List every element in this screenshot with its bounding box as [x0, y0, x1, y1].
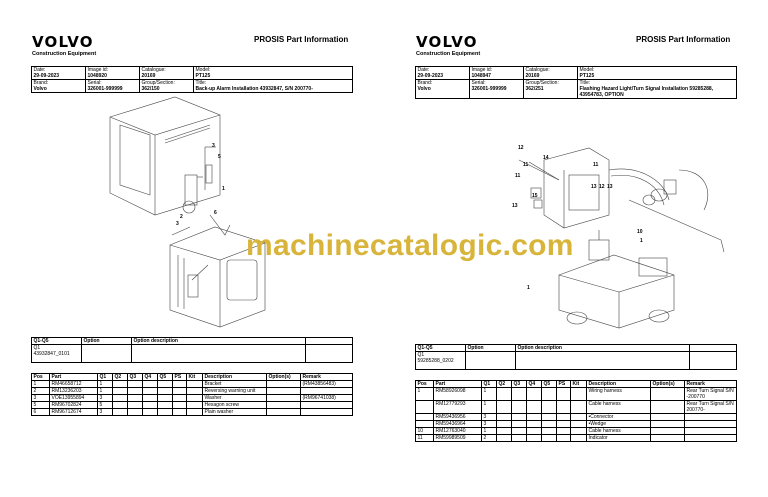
option-table: Q1-Q5 Option Option description Q1 43932847_0101 — [31, 337, 353, 363]
table-row: 1 RM58926098 1 Wiring harness Rear Turn Signal S/N -200770 — [416, 388, 737, 401]
subbrand: Construction Equipment — [416, 51, 481, 57]
callout-label: 3 — [176, 221, 179, 227]
table-row: 3 VOE13955894 3 Washer (RM96741038) — [32, 395, 353, 402]
table-row: 11 RM59989509 2 Indicator — [416, 435, 737, 442]
volvo-logo: VOLVO — [32, 33, 94, 51]
header-table: Date: 29-09-2023 Image id: 1048920 Catalogue: 20169 Model: PT125 Brand: Volvo Serial: 326001-999999 Group/Section: 362/150 Title: Back-up Alarm Installation 43932847, S/N 200770- — [31, 66, 353, 93]
callout-label: 13 — [512, 203, 518, 209]
callout-label: 11 — [523, 162, 529, 168]
parts-table: Pos Part Q1 Q2 Q3 Q4 Q5 PS Kit Description Option(s) Remark 1 RM46658712 1 Bracket (RM43856483) 2 RM13236203 1 Reversing warning unit 3 VOE13955894 3 Washer (RM96741038) 5 RM96702824 5 Hexagon screw 6 RM96712674 3 Plain washer — [31, 373, 353, 416]
table-row: RM59436956 3 •Connector — [416, 414, 737, 421]
parts-drawing — [100, 95, 280, 330]
watermark: machinecatalogic.com — [246, 229, 574, 262]
callout-label: 3 — [212, 143, 215, 149]
callout-label: 13 — [591, 184, 597, 190]
table-row: RM59436964 3 •Wedge — [416, 421, 737, 428]
table-row: 10 RM12763040 1 Cable harness — [416, 428, 737, 435]
volvo-logo: VOLVO — [416, 33, 478, 51]
callout-label: 11 — [515, 173, 521, 179]
callout-label: 6 — [214, 210, 217, 216]
callout-label: 14 — [543, 155, 549, 161]
callout-label: 13 — [607, 184, 613, 190]
parts-table: Pos Part Q1 Q2 Q3 Q4 Q5 PS Kit Description Option(s) Remark 1 RM58926098 1 Wiring harness Rear Turn Signal S/N -200770 RM12779293 1 Cable harness Rear Turn Signal S/N 200770- RM59436956 3 •Connector RM59436964 3 •Wedge 10 RM12763040 1 Cable harness 11 RM59989509 2 Indicator — [415, 380, 737, 442]
page-title: PROSIS Part Information — [254, 35, 349, 44]
callout-label: 12 — [599, 184, 605, 190]
callout-label: 5 — [218, 154, 221, 160]
page-title: PROSIS Part Information — [636, 35, 731, 44]
callout-label: 10 — [637, 229, 643, 235]
callout-label: 1 — [640, 238, 643, 244]
callout-label: 1 — [222, 186, 225, 192]
table-row: 6 RM96712674 3 Plain washer — [32, 409, 353, 416]
option-table: Q1-Q5 Option Option description Q1 59285288_0202 — [415, 344, 737, 370]
table-row: 2 RM13236203 1 Reversing warning unit — [32, 388, 353, 395]
table-row: 1 RM46658712 1 Bracket (RM43856483) — [32, 381, 353, 388]
callout-label: 15 — [532, 193, 538, 199]
callout-label: 2 — [180, 214, 183, 220]
subbrand: Construction Equipment — [32, 51, 97, 57]
callout-label: 12 — [518, 145, 524, 151]
callout-label: 1 — [527, 285, 530, 291]
table-row: RM12779293 1 Cable harness Rear Turn Signal S/N 200770- — [416, 401, 737, 414]
table-row: 5 RM96702824 5 Hexagon screw — [32, 402, 353, 409]
callout-label: 11 — [593, 162, 599, 168]
header-table: Date: 29-09-2023 Image id: 1048947 Catalogue: 20169 Model: PT125 Brand: Volvo Serial: 326001-999999 Group/Section: 362/251 Title: Flashing Hazard Light/Turn Signal Installation 59285288, 43954783, OPTION — [415, 66, 737, 99]
